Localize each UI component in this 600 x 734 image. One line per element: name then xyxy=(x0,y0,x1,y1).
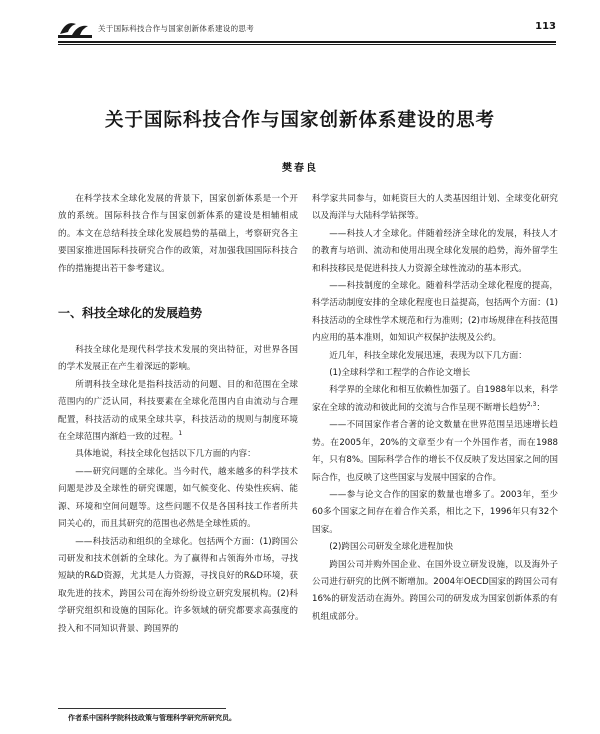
abstract: 在科学技术全球化发展的背景下，国家创新体系是一个开放的系统。国际科技合作与国家创新体系的建设是相辅相成的。本文在总结科技全球化发展趋势的基础上，考察研究各主要国家推进国际科技研究合作的政策，对加强我国国际科技合作的措施提出若干参考建议。 xyxy=(58,194,298,274)
article-title: 关于国际科技合作与国家创新体系建设的思考 xyxy=(104,110,495,131)
section-heading: 一、科技全球化的发展趋势 xyxy=(58,306,203,321)
paragraph: 具体地说，科技全球化包括以下几方面的内容： xyxy=(75,449,256,460)
sub-heading: (1)全球科学和工程学的合作论文增长 xyxy=(329,368,471,379)
paragraph: ——不同国家作者合著的论文数量在世界范围呈迅速增长趋势。在2005年，20%的文章至少有一个外国作者，而在1988年，只有8%。国际科学合作的增长不仅反映了发达国家之间的国际合作，也反映了这些国家与发展中国家的合作。 xyxy=(312,420,558,483)
paragraph: ——科技活动和组织的全球化。包括两个方面：(1)跨国公司研发和技术创新的全球化。为了赢得和占领海外市场，寻找短缺的R&D资源，尤其是人力资源，寻找良好的R&D环境，获取先进的技术，跨国公司在海外纷纷设立研究发展机构。(2)科学研究组织和设施的国际化。许多领域的研究都要求高强度的投入和不同知识背景、跨国界的 xyxy=(58,536,298,634)
paragraph: 科学界的全球化和相互依赖性加强了。自1988年以来，科学家在全球的流动和彼此间的交流与合作呈现不断增长趋势$^{2,3}$： xyxy=(312,385,558,413)
right-column xyxy=(312,191,558,626)
left-column xyxy=(58,191,298,638)
header-rule-thin xyxy=(58,44,556,45)
author-footnote: 作者系中国科学院科技政策与管理科学研究所研究员。 xyxy=(68,714,236,722)
journal-logo-icon xyxy=(58,18,92,38)
running-header xyxy=(58,18,556,40)
paragraph: ——参与论文合作的国家的数量也增多了。2003年，至少60多个国家之间存在着合作关系，相比之下，1996年只有32个国家。 xyxy=(312,489,558,535)
paragraph: 科技全球化是现代科学技术发展的突出特征，对世界各国的学术发展正在产生着深远的影响。 xyxy=(58,345,298,373)
paragraph: ——科技制度的全球化。随着科学活动全球化程度的提高，科学活动制度安排的全球化程度也日益提高，包括两个方面：(1)科技活动的全球性学术规范和行为准则；(2)市场规律在科技范围内应用的基本准则，如知识产权保护法规及公约。 xyxy=(312,281,558,344)
footnote-rule xyxy=(58,708,226,709)
paragraph-text: 科学界的全球化和相互依赖性加强了。自1988年以来，科学家在全球的流动和彼此间的交流与合作呈现不断增长趋势 xyxy=(312,385,558,413)
paragraph: 近几年，科技全球化发展迅速，表现为以下几方面： xyxy=(329,350,527,361)
footnote-ref: 2,3 xyxy=(526,401,537,409)
header-rule xyxy=(58,41,556,43)
paragraph-text: 所谓科技全球化是指科技活动的问题、目的和范围在全球范围内的广泛认同，科技要素在全球化范围内自由流动与合理配置，科技活动的成果全球共享，科技活动的规则与制度环境在全球范围内渐趋一致的过程。 xyxy=(58,379,298,443)
footnote-ref: 1 xyxy=(178,430,183,438)
author-name: 樊春良 xyxy=(282,163,318,174)
running-title: 关于国际科技合作与国家创新体系建设的思考 xyxy=(98,24,254,33)
paragraph: 跨国公司并购外国企业、在国外设立研发设施，以及海外子公司进行研究的比例不断增加。2004年OECD国家的跨国公司有16%的研发活动在海外。跨国公司的研发成为国家创新体系的有机组成部分。 xyxy=(312,559,558,622)
paragraph: 科学家共同参与，如耗资巨大的人类基因组计划、全球变化研究以及海洋与大陆科学钻探等。 xyxy=(312,194,558,222)
paragraph xyxy=(58,377,298,447)
sub-heading: (2)跨国公司研发全球化进程加快 xyxy=(329,542,454,553)
paragraph: ——科技人才全球化。伴随着经济全球化的发展，科技人才的教育与培训、流动和使用出现全球化发展的趋势，海外留学生和科技移民是促进科技人力资源全球性流动的基本形式。 xyxy=(312,228,558,274)
page-number: 113 xyxy=(535,21,556,32)
paragraph: ——研究问题的全球化。当今时代，越来越多的科学技术问题是涉及全球性的研究课题，如气候变化、传染性疾病、能源、环境和空间问题等。这些问题不仅是各国科技工作者所共同关心的，而且其研究的范围也必然是全球性质的。 xyxy=(58,466,298,530)
